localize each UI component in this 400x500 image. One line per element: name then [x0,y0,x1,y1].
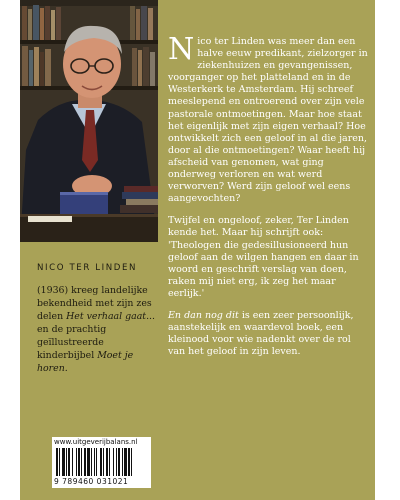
isbn-number: 9 789460 031021 [54,477,129,486]
author-bio-part-2: en de prachtig geïllustreerde kinderbijbel [37,324,107,362]
author-bio-text [37,284,157,375]
work-title-1: Het verhaal gaat... [66,311,156,323]
author-bio-part-3: . [64,363,68,375]
blurb-paragraph-1 [168,32,368,205]
barcode-panel [52,437,151,488]
drop-cap-letter: N [168,32,195,67]
blurb-paragraph-3 [168,310,368,358]
publisher-url: www.uitgeverijbalans.nl [54,438,138,446]
barcode-image [56,448,147,476]
author-bio-part-1: (1936) kreeg landelijke bekendheid met zijn zes delen [37,285,152,323]
blurb-paragraph-3-text: is een zeer persoonlijk, aanstekelijk en waardevol boek, een kleinood voor wie nadenkt over de rol van het geloof in zijn leven. [168,309,354,358]
blurb-paragraph-2: Twijfel en ongeloof, zeker, Ter Linden kende het. Maar hij schrijft ook: 'Theologen die gedesillusioneerd hun geloof aan de wilgen hangen en daar in woord en geschrift verslag van doen, raken mij niet erg, ik zeg het maar eerlijk.' [168,215,359,299]
blurb-text [168,32,368,368]
book-title-inline: En dan nog dit [168,309,239,321]
author-photo [20,0,158,242]
work-title-2: Moet je horen [37,350,134,375]
author-name: NICO TER LINDEN [37,263,138,273]
blurb-paragraph-1-text: ico ter Linden was meer dan een halve eeuw predikant, zielzorger in ziekenhuizen en gevangenissen, voorganger op het platteland en in de Westerkerk te Amsterdam. Hij schreef meeslepend en ontroerend over zijn vele pastorale ontmoetingen. Maar hoe staat het eigenlijk met zijn eigen verhaal? Hoe ontwikkelt zich een geloof in al die jaren, door al die ontmoetingen? Waar heeft hij afscheid van genomen, wat ging onderweg verloren en wat werd verworven? Werd zijn geloof wel eens aangevochten? [168,36,368,205]
author-bio [37,262,157,385]
